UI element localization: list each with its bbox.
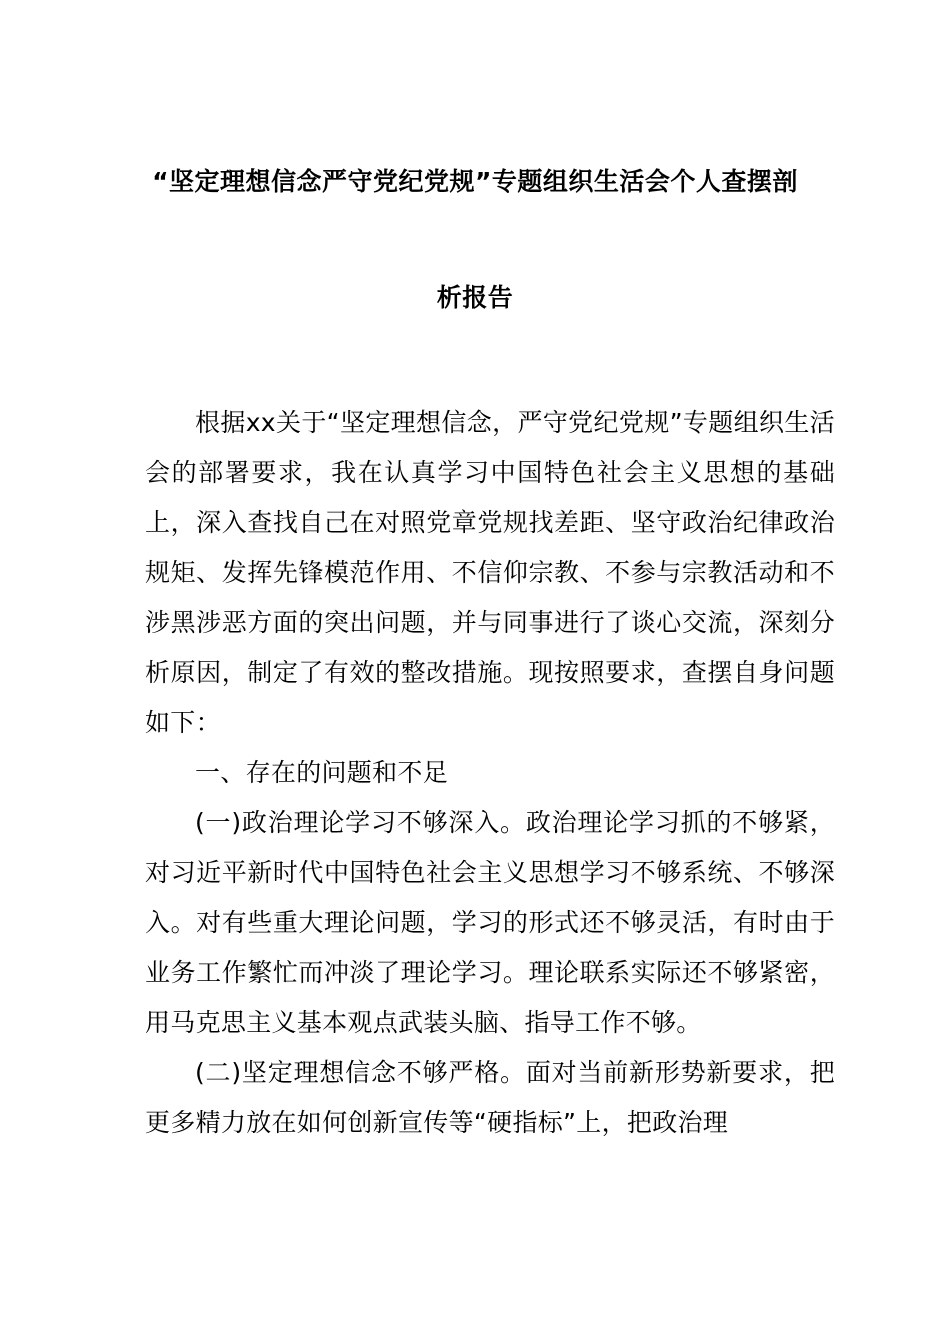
document-title-line-2: 析报告 <box>436 283 514 312</box>
section-heading: 一、存在的问题和不足 <box>195 758 449 787</box>
issue-paragraph-2: (二)坚定理想信念不够严格。面对当前新形势新要求，把更多精力放在如何创新宣传等“硬指标”上，把政治理 <box>145 1058 835 1137</box>
issue-paragraph-1: (一)政治理论学习不够深入。政治理论学习抓的不够紧，对习近平新时代中国特色社会主义思想学习不够系统、不够深入。对有些重大理论问题，学习的形式还不够灵活，有时由于业务工作繁忙而冲淡了理论学习。理论联系实际还不够紧密，用马克思主义基本观点武装头脑、指导工作不够。 <box>145 808 835 1037</box>
document-body <box>145 398 835 1148</box>
intro-paragraph: 根据xx关于“坚定理想信念，严守党纪党规”专题组织生活会的部署要求，我在认真学习中国特色社会主义思想的基础上，深入查找自己在对照党章党规找差距、坚守政治纪律政治规矩、发挥先锋模范作用、不信仰宗教、不参与宗教活动和不涉黑涉恶方面的突出问题，并与同事进行了谈心交流，深刻分析原因，制定了有效的整改措施。现按照要求，查摆自身问题如下： <box>145 408 835 737</box>
document-title-line-1: “坚定理想信念严守党纪党规”专题组织生活会个人查摆剖 <box>152 167 798 196</box>
